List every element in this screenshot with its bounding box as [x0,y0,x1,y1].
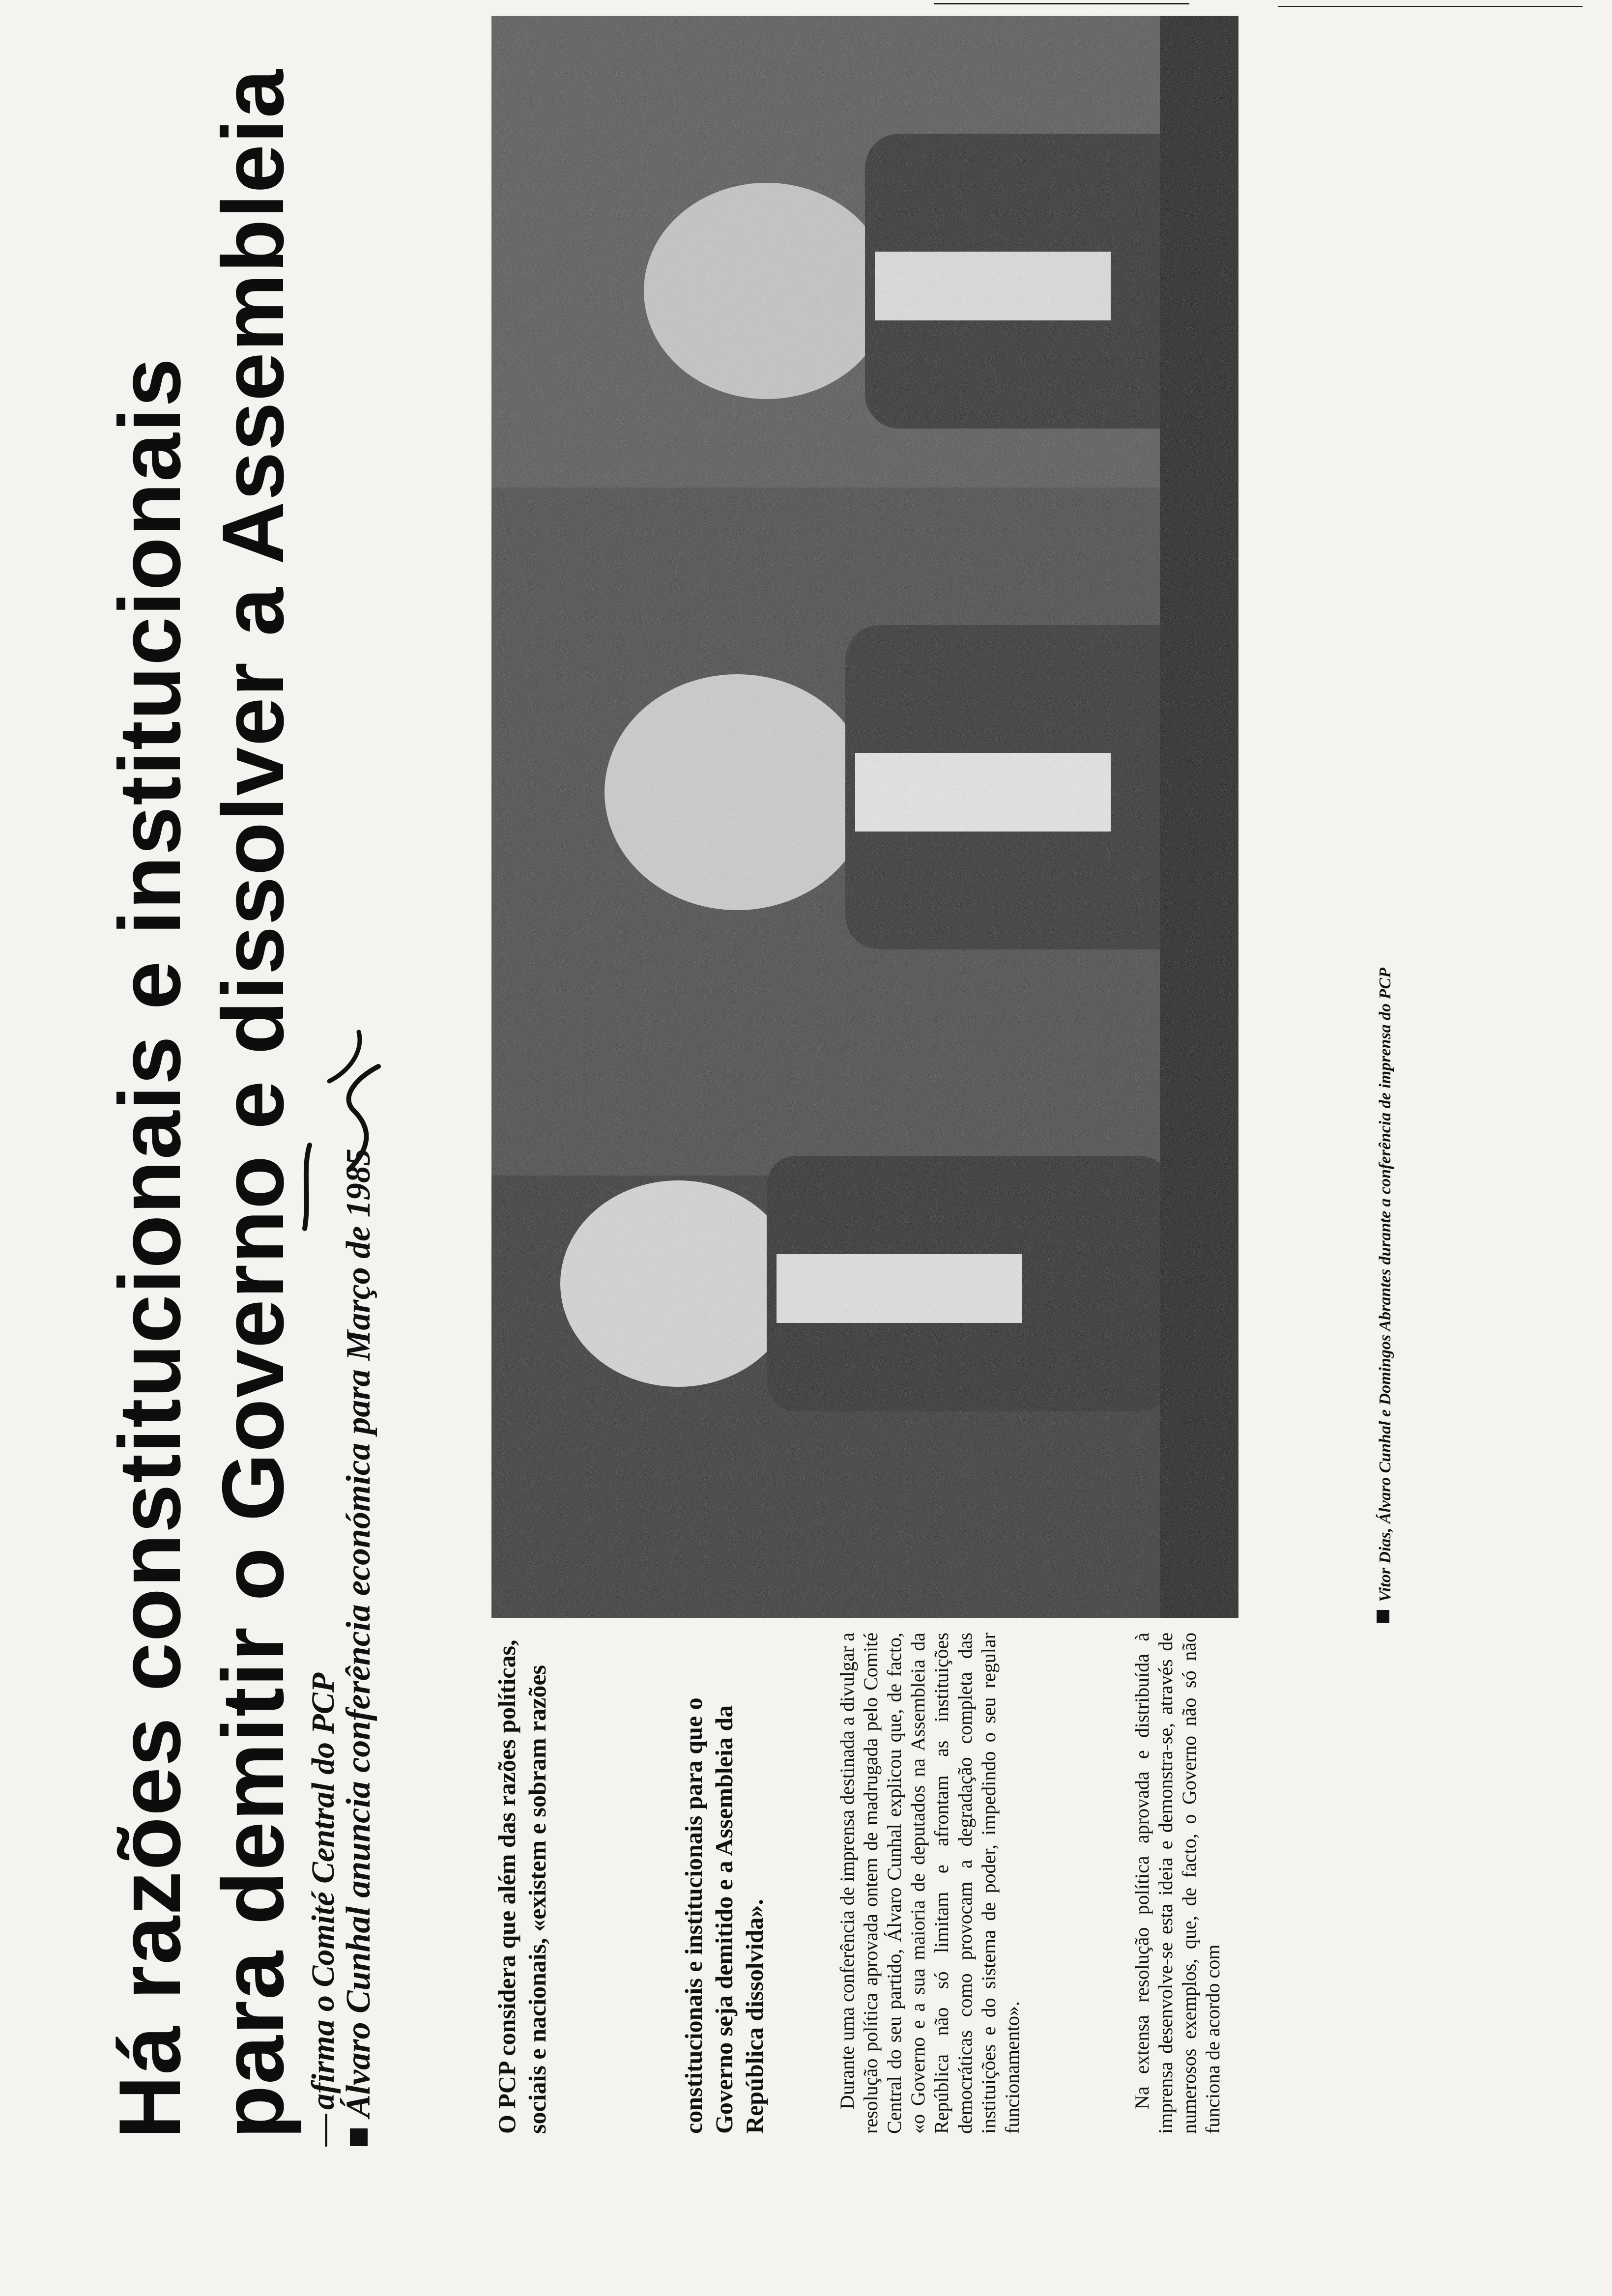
handwritten-annotation [275,1022,403,1248]
headline-line-2: para demitir o Governo e dissolver a Assembleia [204,68,302,2139]
lead-paragraph-column-1: O PCP considera que além das razões políticas, sociais e nacionais, «existem e sobram razões [493,1639,551,2134]
caption-text: Vitor Dias, Álvaro Cunhal e Domingos Abrantes durante a conferência de imprensa do PCP [1376,968,1394,1602]
square-bullet-icon [350,2128,368,2146]
press-conference-photo [491,16,1238,1618]
headline-line-1: Há razões constitucionais e institucionais [101,357,199,2139]
body-column-1 [835,1633,1024,2134]
announcement-text: Álvaro Cunhal anuncia conferência económica para Março de 1985 [340,1148,377,2118]
photo-image [491,16,1238,1618]
em-dash: — [305,2114,341,2146]
attribution-text: afirma o Comité Central do PCP [305,1672,341,2110]
body-column-2 [1130,1633,1225,2134]
subhead-announcement [339,672,378,2146]
body-paragraph: Na extensa resolução política aprovada e distribuída à imprensa desenvolve-se esta ideia e demonstra-se, através de numerosos exemplos, que, de facto, o Governo não só não funciona de acordo com [1131,1633,1224,2134]
photo-caption [1376,50,1395,1623]
square-bullet-icon [1377,1610,1389,1623]
headline [98,26,305,2139]
body-paragraph: Durante uma conferência de imprensa destinada a divulgar a resolução política aprovada ontem de madrugada pelo Comité Central do seu partido, Álvaro Cunhal explicou que, de facto, «o Governo e a sua maioria de deputados na Assembleia da República não só limitam e afrontam as instituições democráticas como provocam a degradação completa das instituições e do sistema de poder, impedindo o seu regular funcionamento». [836,1633,1023,2134]
lead-paragraph-column-2: constitucionais e institucionais para que o Governo seja demitido e a Assembleia da República dissolvida». [680,1697,768,2134]
subhead-attribution [305,672,342,2146]
